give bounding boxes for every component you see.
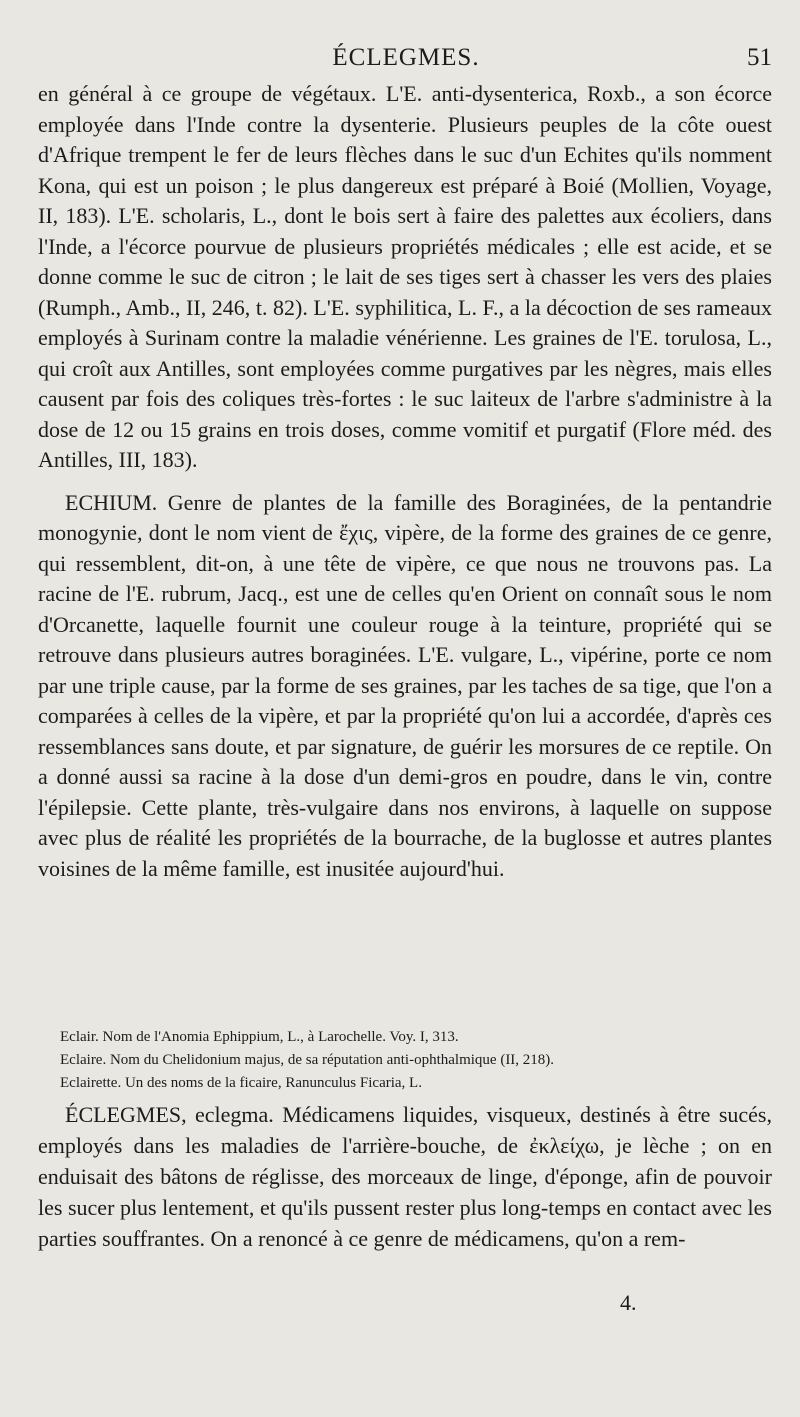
entry-eclair: Eclair. Nom de l'Anomia Ephippium, L., à Larochelle. Voy. I, 313. <box>60 1029 459 1045</box>
page-number: 51 <box>747 44 772 71</box>
page-title: ÉCLEGMES. <box>332 44 480 71</box>
signature-mark: 4. <box>620 1290 637 1315</box>
running-header <box>40 44 772 84</box>
short-entries <box>60 1026 772 1095</box>
eclegmes-entry <box>38 1099 772 1254</box>
paragraph-echites-continued: en général à ce groupe de végétaux. L'E. anti-dysenterica, Roxb., a son écorce employée dans l'Inde contre la dysenterie. Plusieurs peuples de la côte ouest d'Afrique trempent le fer de leurs flèches dans le suc d'un Echites qu'ils nomment Kona, qui est un poison ; le plus dangereux est préparé à Boié (Mollien, Voyage, II, 183). L'E. scholaris, L., dont le bois sert à faire des palettes aux écoliers, dans l'Inde, a l'écorce pourvue de plusieurs propriétés médicales ; elle est acide, et se donne comme le suc de citron ; le lait de ses tiges sert à chasser les vers des plaies (Rumph., Amb., II, 246, t. 82). L'E. syphilitica, L. F., a la décoction de ses rameaux employés à Surinam contre la maladie vénérienne. Les graines de l'E. torulosa, L., qui croît aux Antilles, sont employées comme purgatives par les nègres, mais elles causent par fois des coliques très-fortes : le suc laiteux de l'arbre s'administre à la dose de 12 ou 15 grains en trois doses, comme vomitif et purgatif (Flore méd. des Antilles, III, 183). <box>38 81 772 472</box>
paragraph-eclegmes: ÉCLEGMES, eclegma. Médicamens liquides, visqueux, destinés à être sucés, employés dans les maladies de l'arrière-bouche, de ἐκλείχω, je lèche ; on en enduisait des bâtons de réglisse, des morceaux de linge, d'éponge, afin de pouvoir les sucer plus lentement, et qu'ils pussent rester plus long-temps en contact avec les parties souffrantes. On a renoncé à ce genre de médicamens, qu'on a rem- <box>38 1102 772 1251</box>
entry-eclairette: Eclairette. Un des noms de la ficaire, Ranunculus Ficaria, L. <box>60 1075 422 1091</box>
entry-eclaire: Eclaire. Nom du Chelidonium majus, de sa réputation anti-ophthalmique (II, 218). <box>60 1052 555 1068</box>
body-text <box>38 79 772 884</box>
paragraph-echium: ECHIUM. Genre de plantes de la famille des Boraginées, de la pentandrie monogynie, dont le nom vient de ἔχις, vipère, de la forme des graines de ce genre, qui ressemblent, dit-on, à une tête de vipère, ce que nous ne trouvons pas. La racine de l'E. rubrum, Jacq., est une de celles qu'en Orient on connaît sous le nom d'Orcanette, laquelle fournit une couleur rouge à la teinture, propriété qui se retrouve dans plusieurs autres boraginées. L'E. vulgare, L., vipérine, porte ce nom par une triple cause, par la forme de ses graines, par les taches de sa tige, que l'on a comparées à celles de la vipère, et par la propriété qu'on lui a accordée, d'après ces ressemblances sans doute, et par signature, de guérir les morsures de ce reptile. On a donné aussi sa racine à la dose d'un demi-gros en poudre, dans le vin, contre l'épilepsie. Cette plante, très-vulgaire dans nos environs, à laquelle on suppose avec plus de réalité les propriétés de la bourrache, de la buglosse et autres plantes voisines de la même famille, est inusitée aujourd'hui. <box>38 489 772 881</box>
